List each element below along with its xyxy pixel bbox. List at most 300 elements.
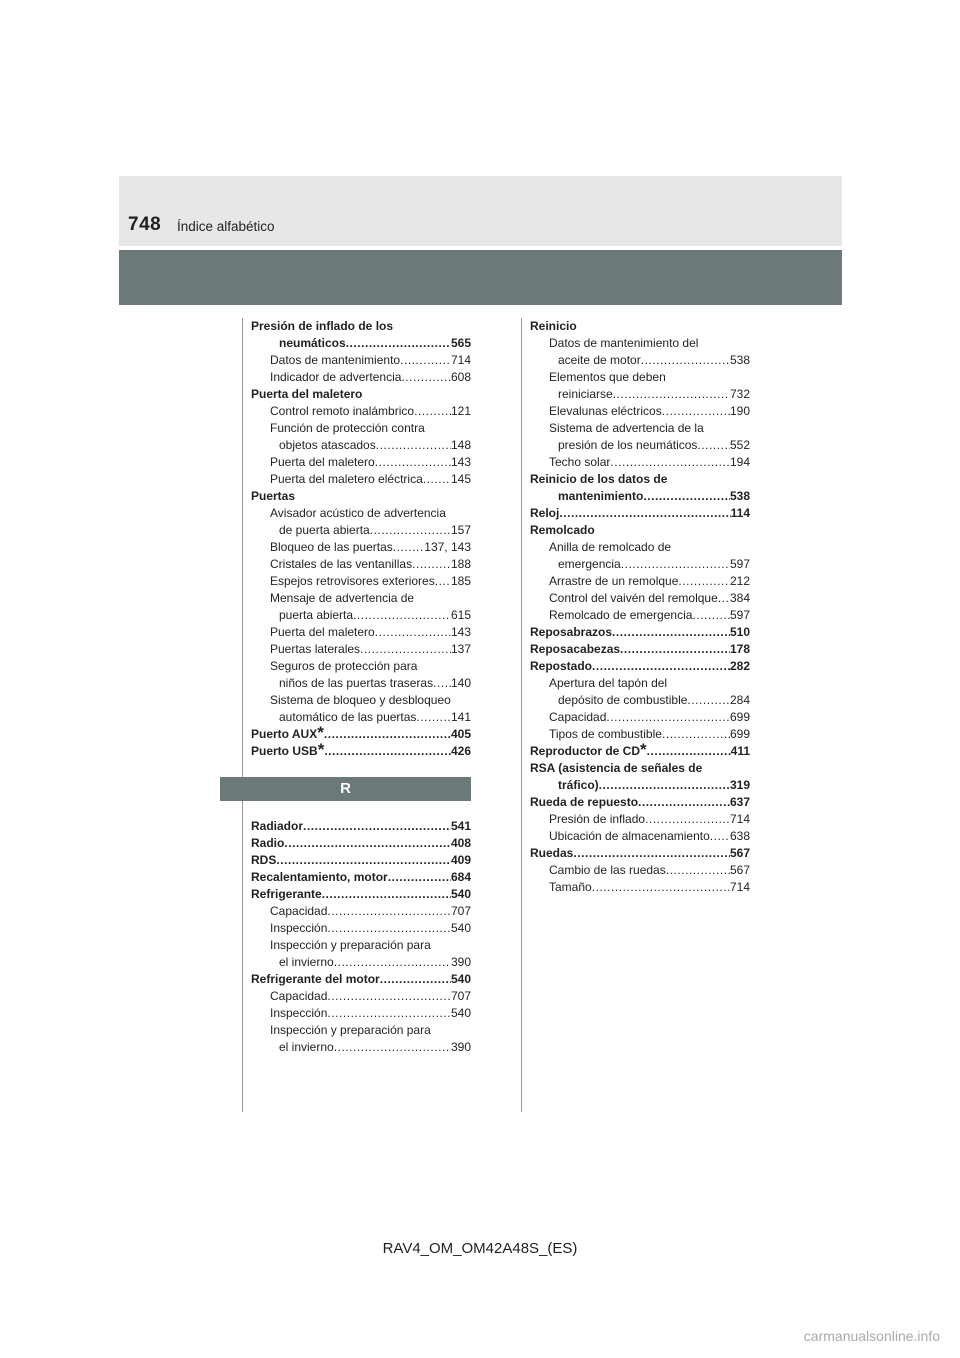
index-entry xyxy=(251,539,471,556)
entry-line xyxy=(530,658,750,675)
page-reference: 137 xyxy=(450,642,471,656)
dot-leader xyxy=(388,869,451,886)
entry-term: mantenimiento xyxy=(558,489,644,503)
index-entry xyxy=(251,692,471,726)
entry-text-line: Función de protección contra xyxy=(270,421,425,435)
entry-term: Puerto USB xyxy=(251,744,318,758)
dot-leader xyxy=(412,556,451,573)
index-entry xyxy=(251,641,471,658)
dot-leader xyxy=(322,886,451,903)
page-reference: 538 xyxy=(729,489,750,503)
dot-leader xyxy=(276,852,451,869)
index-entry xyxy=(251,352,471,369)
dot-leader xyxy=(592,658,730,675)
entry-term: de puerta abierta xyxy=(279,523,370,537)
entry-term: Capacidad xyxy=(270,989,328,1003)
dot-leader xyxy=(687,692,730,709)
page-number: 748 xyxy=(128,214,162,235)
entry-line xyxy=(251,641,471,658)
page-reference: 319 xyxy=(729,778,750,792)
entry-line xyxy=(251,454,471,471)
index-entry xyxy=(251,505,471,539)
page-reference: 157 xyxy=(450,523,471,537)
entry-line xyxy=(251,607,471,624)
dot-leader xyxy=(710,828,730,845)
entry-line xyxy=(251,886,471,903)
index-entry xyxy=(530,624,750,641)
page-reference: 212 xyxy=(729,574,750,588)
index-entry xyxy=(530,607,750,624)
dot-leader xyxy=(621,556,730,573)
entry-line xyxy=(251,437,471,454)
index-entry xyxy=(251,852,471,869)
entry-line xyxy=(530,862,750,879)
entry-line xyxy=(530,828,750,845)
page-reference: 541 xyxy=(450,819,471,833)
page-reference: 190 xyxy=(729,404,750,418)
page-reference: 384 xyxy=(729,591,750,605)
dot-leader xyxy=(435,573,451,590)
entry-term: Refrigerante del motor xyxy=(251,972,380,986)
index-entry xyxy=(530,811,750,828)
dot-leader xyxy=(346,335,451,352)
entry-term: objetos atascados xyxy=(279,438,376,452)
index-entry xyxy=(530,862,750,879)
entry-term: Inspección xyxy=(270,1006,328,1020)
header-bar xyxy=(119,176,842,246)
index-entry xyxy=(251,971,471,988)
index-entry xyxy=(530,675,750,709)
page-reference: 411 xyxy=(730,744,750,758)
page-reference: 143 xyxy=(450,455,471,469)
column-divider-left xyxy=(242,318,243,1112)
page-title: Índice alfabético xyxy=(177,219,275,234)
dot-leader xyxy=(666,862,730,879)
entry-term: Puerta del maletero xyxy=(270,625,375,639)
entry-line xyxy=(530,794,750,811)
index-column-left xyxy=(251,318,471,1056)
entry-term: Puerta del maletero eléctrica xyxy=(270,472,423,486)
index-entry xyxy=(530,471,750,505)
entry-line xyxy=(251,988,471,1005)
entry-term: Repostado xyxy=(530,659,593,673)
index-entry xyxy=(251,740,471,760)
dot-leader xyxy=(370,522,451,539)
entry-line xyxy=(530,624,750,641)
index-heading: Reinicio xyxy=(530,319,577,333)
page-reference: 409 xyxy=(450,853,471,867)
page-reference: 426 xyxy=(450,744,471,758)
entry-line xyxy=(530,573,750,590)
dot-leader xyxy=(324,726,451,743)
entry-term: Ubicación de almacenamiento xyxy=(549,829,710,843)
entry-term: Tamaño xyxy=(549,880,592,894)
dot-leader xyxy=(606,709,730,726)
entry-term: depósito de combustible xyxy=(558,693,688,707)
index-entry xyxy=(251,723,471,743)
entry-term: Presión de inflado xyxy=(549,812,646,826)
entry-text-line: RSA (asistencia de señales de xyxy=(530,761,703,775)
entry-term: Capacidad xyxy=(270,904,328,918)
index-entry xyxy=(530,335,750,369)
entry-line xyxy=(251,1005,471,1022)
header-band xyxy=(119,250,842,305)
page-reference: 637 xyxy=(729,795,750,809)
page-reference: 540 xyxy=(450,972,471,986)
entry-text-line: Sistema de bloqueo y desbloqueo xyxy=(270,693,451,707)
entry-line: Reproductor de CD * . . . 411 xyxy=(530,743,750,760)
page-reference: 608 xyxy=(450,370,471,384)
index-entry xyxy=(251,573,471,590)
index-entry xyxy=(530,794,750,811)
entry-term: Reposacabezas xyxy=(530,642,621,656)
entry-line xyxy=(251,1039,471,1056)
index-heading: Puerta del maletero xyxy=(251,387,363,401)
dot-leader xyxy=(662,403,730,420)
index-entry xyxy=(251,624,471,641)
entry-text-line: Inspección y preparación para xyxy=(270,1023,431,1037)
dot-leader xyxy=(375,624,451,641)
entry-line xyxy=(530,607,750,624)
index-entry xyxy=(251,454,471,471)
dot-leader xyxy=(433,675,451,692)
entry-text-line: Avisador acústico de advertencia xyxy=(270,506,446,520)
entry-term: puerta abierta xyxy=(279,608,354,622)
page-reference: 408 xyxy=(450,836,471,850)
page-reference: 178 xyxy=(729,642,750,656)
page-reference: 140 xyxy=(450,676,471,690)
page-reference: 405 xyxy=(450,727,471,741)
entry-term: reiniciarse xyxy=(558,387,613,401)
entry-term: Capacidad xyxy=(549,710,607,724)
page-reference: 137, 143 xyxy=(424,540,471,554)
page-reference: 114 xyxy=(730,506,750,520)
index-entry xyxy=(530,420,750,454)
page-reference: 148 xyxy=(450,438,471,452)
page-reference: 567 xyxy=(729,846,750,860)
entry-term: aceite de motor xyxy=(558,353,641,367)
entry-term: Control del vaivén del remolque xyxy=(549,591,718,605)
entry-term: Recalentamiento, motor xyxy=(251,870,388,884)
entry-term: Tipos de combustible xyxy=(549,727,662,741)
index-entry xyxy=(530,505,750,522)
dot-leader xyxy=(647,743,731,760)
entry-line xyxy=(530,556,750,573)
entry-line xyxy=(251,903,471,920)
dot-leader xyxy=(416,709,451,726)
index-entry xyxy=(530,740,750,760)
dot-leader xyxy=(353,607,451,624)
dot-leader xyxy=(303,818,451,835)
entry-text-line: Reinicio de los datos de xyxy=(530,472,668,486)
index-heading: Remolcado xyxy=(530,523,595,537)
entry-line xyxy=(251,709,471,726)
column-divider-right xyxy=(521,318,522,1112)
dot-leader xyxy=(643,488,730,505)
entry-term: Techo solar xyxy=(549,455,611,469)
dot-leader xyxy=(692,607,730,624)
entry-term: presión de los neumáticos xyxy=(558,438,698,452)
entry-line xyxy=(251,869,471,886)
index-entry xyxy=(251,869,471,886)
entry-line xyxy=(251,835,471,852)
entry-term: Refrigerante xyxy=(251,887,322,901)
entry-line xyxy=(530,386,750,403)
index-entry xyxy=(530,845,750,862)
index-entry xyxy=(530,760,750,794)
entry-term: Espejos retrovisores exteriores xyxy=(270,574,435,588)
index-heading: Puertas xyxy=(251,489,296,503)
entry-line: Puerto USB * . . . 426 xyxy=(251,743,471,760)
entry-line xyxy=(251,852,471,869)
entry-term: RDS xyxy=(251,853,277,867)
dot-leader xyxy=(718,590,730,607)
index-entry xyxy=(530,590,750,607)
index-entry xyxy=(530,454,750,471)
index-entry xyxy=(530,828,750,845)
dot-leader xyxy=(327,988,451,1005)
page-reference: 565 xyxy=(450,336,471,350)
index-entry xyxy=(530,879,750,896)
entry-term: Elevalunas eléctricos xyxy=(549,404,662,418)
index-entry xyxy=(251,403,471,420)
entry-line xyxy=(251,675,471,692)
entry-line xyxy=(530,641,750,658)
entry-text-line: Sistema de advertencia de la xyxy=(549,421,704,435)
entry-line xyxy=(530,352,750,369)
entry-term: Control remoto inalámbrico xyxy=(270,404,415,418)
page-reference: 714 xyxy=(450,353,471,367)
dot-leader xyxy=(360,641,451,658)
index-entry xyxy=(530,641,750,658)
entry-term: Bloqueo de las puertas xyxy=(270,540,393,554)
entry-line xyxy=(530,437,750,454)
index-column-right xyxy=(530,318,750,896)
entry-term: Remolcado de emergencia xyxy=(549,608,693,622)
entry-line: Puerto AUX * . . . 405 xyxy=(251,726,471,743)
entry-text-line: Anilla de remolcado de xyxy=(549,540,672,554)
index-entry xyxy=(251,1022,471,1056)
dot-leader xyxy=(620,641,730,658)
page-reference: 597 xyxy=(729,557,750,571)
entry-line xyxy=(251,971,471,988)
entry-line xyxy=(251,369,471,386)
dot-leader xyxy=(697,437,730,454)
entry-line xyxy=(530,777,750,794)
entry-term: niños de las puertas traseras xyxy=(279,676,434,690)
entry-term: el invierno xyxy=(279,955,334,969)
dot-leader xyxy=(401,369,451,386)
entry-line xyxy=(530,811,750,828)
index-entry xyxy=(530,539,750,573)
dot-leader xyxy=(678,573,730,590)
entry-line xyxy=(251,539,471,556)
index-entry xyxy=(251,369,471,386)
index-entry xyxy=(251,318,471,352)
dot-leader xyxy=(599,777,730,794)
entry-term: Ruedas xyxy=(530,846,574,860)
dot-leader xyxy=(334,1039,451,1056)
index-entry xyxy=(251,903,471,920)
index-entry xyxy=(251,937,471,971)
index-entry xyxy=(530,709,750,726)
index-entry xyxy=(251,988,471,1005)
entry-line xyxy=(251,624,471,641)
dot-leader xyxy=(662,726,730,743)
dot-leader xyxy=(327,903,451,920)
entry-term: Radiador xyxy=(251,819,304,833)
page-reference: 567 xyxy=(729,863,750,877)
entry-term: neumáticos xyxy=(279,336,346,350)
entry-term: Reloj xyxy=(530,506,560,520)
entry-term: el invierno xyxy=(279,1040,334,1054)
entry-line xyxy=(530,505,750,522)
index-entry xyxy=(251,886,471,903)
entry-line xyxy=(530,403,750,420)
entry-term: Datos de mantenimiento xyxy=(270,353,401,367)
entry-term: Arrastre de un remolque xyxy=(549,574,679,588)
entry-term: Inspección xyxy=(270,921,328,935)
dot-leader xyxy=(375,454,451,471)
page-reference: 638 xyxy=(729,829,750,843)
entry-text-line: Datos de mantenimiento del xyxy=(549,336,699,350)
entry-term: tráfico) xyxy=(558,778,599,792)
entry-term: automático de las puertas xyxy=(279,710,417,724)
index-entry xyxy=(530,658,750,675)
page-reference: 188 xyxy=(450,557,471,571)
index-entry xyxy=(251,818,471,835)
page-reference: 540 xyxy=(450,921,471,935)
page-reference: 194 xyxy=(729,455,750,469)
entry-line xyxy=(251,556,471,573)
dot-leader xyxy=(610,454,730,471)
entry-line xyxy=(251,954,471,971)
dot-leader xyxy=(638,794,730,811)
index-entry xyxy=(251,590,471,624)
dot-leader xyxy=(641,352,730,369)
page-reference: 732 xyxy=(729,387,750,401)
index-entry xyxy=(251,420,471,454)
entry-line xyxy=(251,818,471,835)
index-entry xyxy=(251,835,471,852)
entry-line xyxy=(251,352,471,369)
entry-term: Reposabrazos xyxy=(530,625,613,639)
entry-term: Puertas laterales xyxy=(270,642,361,656)
dot-leader xyxy=(592,879,730,896)
entry-line xyxy=(251,522,471,539)
index-entry xyxy=(530,403,750,420)
page-reference: 707 xyxy=(450,904,471,918)
watermark: carmanualsonline.info xyxy=(803,1328,940,1344)
dot-leader xyxy=(423,471,451,488)
page-reference: 540 xyxy=(450,887,471,901)
entry-text-line: Presión de inflado de los xyxy=(251,319,394,333)
entry-line xyxy=(530,692,750,709)
entry-line xyxy=(251,920,471,937)
page-reference: 552 xyxy=(729,438,750,452)
entry-term: Cristales de las ventanillas xyxy=(270,557,413,571)
dot-leader xyxy=(573,845,730,862)
entry-term: Rueda de repuesto xyxy=(530,795,639,809)
dot-leader xyxy=(327,920,451,937)
dot-leader xyxy=(380,971,451,988)
index-entry xyxy=(251,920,471,937)
entry-text-line: Inspección y preparación para xyxy=(270,938,431,952)
page-reference: 121 xyxy=(450,404,471,418)
index-entry xyxy=(530,573,750,590)
index-entry xyxy=(251,471,471,488)
entry-term: Radio xyxy=(251,836,285,850)
page-reference: 510 xyxy=(729,625,750,639)
dot-leader xyxy=(376,437,451,454)
page-reference: 390 xyxy=(450,1040,471,1054)
dot-leader xyxy=(327,1005,451,1022)
page-reference: 141 xyxy=(450,710,471,724)
entry-text-line: Apertura del tapón del xyxy=(549,676,668,690)
entry-text-line: Elementos que deben xyxy=(549,370,666,384)
entry-line xyxy=(530,454,750,471)
index-entry xyxy=(251,1005,471,1022)
page-reference: 540 xyxy=(450,1006,471,1020)
page-reference: 707 xyxy=(450,989,471,1003)
entry-term: Reproductor de CD xyxy=(530,744,641,758)
index-entry xyxy=(251,658,471,692)
entry-line xyxy=(251,573,471,590)
entry-line xyxy=(530,709,750,726)
page-reference: 684 xyxy=(450,870,471,884)
entry-line xyxy=(251,471,471,488)
entry-line xyxy=(251,335,471,352)
dot-leader xyxy=(334,954,451,971)
page-reference: 282 xyxy=(729,659,750,673)
index-entry xyxy=(530,369,750,403)
document-code: RAV4_OM_OM42A48S_(ES) xyxy=(382,1240,578,1257)
page-reference: 714 xyxy=(729,880,750,894)
page-reference: 284 xyxy=(729,693,750,707)
entry-text-line: Mensaje de advertencia de xyxy=(270,591,415,605)
section-letter-band: R xyxy=(220,777,471,801)
entry-line xyxy=(530,488,750,505)
page-reference: 185 xyxy=(450,574,471,588)
page-reference: 143 xyxy=(450,625,471,639)
entry-line xyxy=(530,879,750,896)
entry-term: Cambio de las ruedas xyxy=(549,863,666,877)
dot-leader xyxy=(559,505,730,522)
dot-leader xyxy=(324,743,451,760)
entry-line xyxy=(251,403,471,420)
index-entry xyxy=(251,556,471,573)
entry-text-line: Seguros de protección para xyxy=(270,659,418,673)
entry-term: Indicador de advertencia xyxy=(270,370,402,384)
page-reference: 145 xyxy=(450,472,471,486)
page-reference: 699 xyxy=(729,710,750,724)
page-reference: 597 xyxy=(729,608,750,622)
entry-line xyxy=(530,590,750,607)
dot-leader xyxy=(393,539,425,556)
dot-leader xyxy=(284,835,451,852)
entry-line xyxy=(530,845,750,862)
page-reference: 538 xyxy=(729,353,750,367)
entry-term: emergencia xyxy=(558,557,621,571)
page-reference: 714 xyxy=(729,812,750,826)
page-reference: 699 xyxy=(729,727,750,741)
page-reference: 390 xyxy=(450,955,471,969)
entry-term: Puerto AUX xyxy=(251,727,318,741)
page-reference: 615 xyxy=(450,608,471,622)
dot-leader xyxy=(414,403,451,420)
dot-leader xyxy=(613,386,730,403)
dot-leader xyxy=(612,624,730,641)
